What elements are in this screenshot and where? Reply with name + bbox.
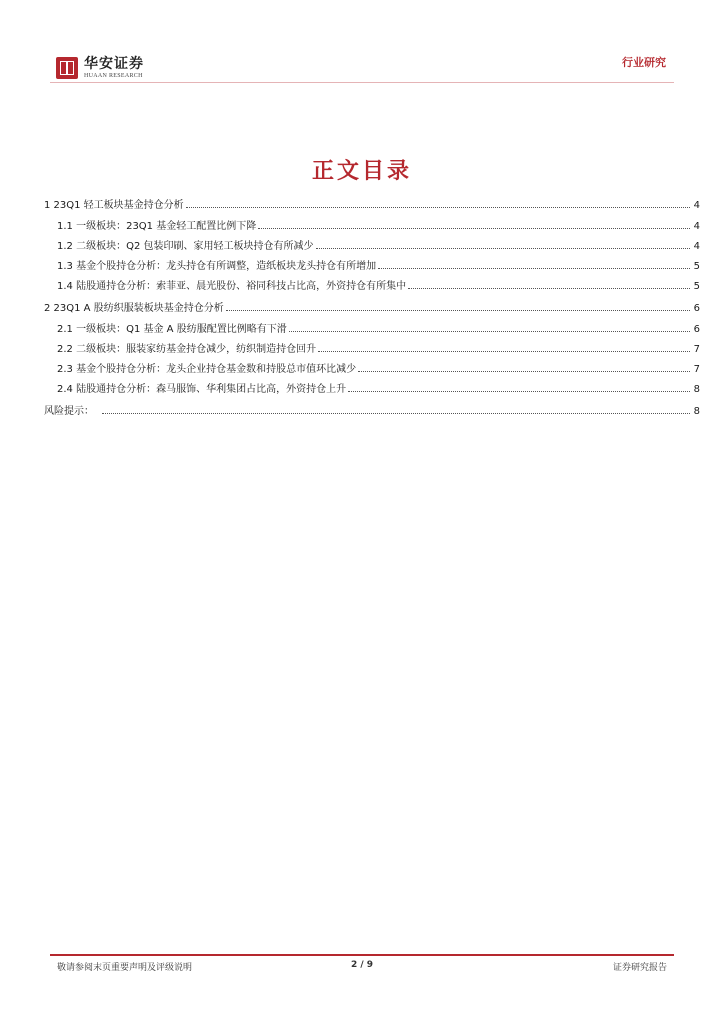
toc-leader [258, 220, 690, 229]
toc-page-number: 6 [693, 324, 700, 335]
toc-entry-text: 1.3 基金个股持仓分析：龙头持仓有所调整，造纸板块龙头持仓有所增加 [57, 261, 377, 272]
toc-entry-1-3[interactable] [44, 260, 700, 274]
toc-entry-section-1[interactable] [44, 199, 700, 213]
logo-name-cn: 华安证券 [84, 56, 144, 72]
toc-entry-text: 1.2 二级板块：Q2 包装印刷、家用轻工板块持仓有所减少 [57, 241, 314, 252]
toc-entry-1-4[interactable] [44, 280, 700, 294]
toc-entry-text: 1.4 陆股通持仓分析：索菲亚、晨光股份、裕同科技占比高，外资持仓有所集中 [57, 281, 407, 292]
toc-page-number: 4 [693, 241, 700, 252]
toc-leader [186, 199, 690, 208]
toc-leader [348, 383, 690, 392]
toc-leader [289, 323, 690, 332]
table-of-contents [44, 199, 700, 419]
page-number: 2 / 9 [350, 960, 374, 970]
toc-leader [378, 260, 690, 269]
toc-entry-1-1[interactable] [44, 220, 700, 234]
toc-leader [316, 240, 691, 249]
footer-disclaimer: 敬请参阅末页重要声明及评级说明 [57, 963, 193, 973]
toc-page-number: 5 [693, 261, 700, 272]
toc-leader [358, 363, 690, 372]
toc-entry-text: 2.2 二级板块：服装家纺基金持仓减少，纺织制造持仓回升 [57, 344, 317, 355]
toc-entry-section-2[interactable] [44, 302, 700, 316]
toc-leader [226, 302, 690, 311]
toc-page-number: 4 [693, 221, 700, 232]
toc-page-number: 8 [693, 384, 700, 395]
toc-leader [102, 405, 690, 414]
toc-entry-text: 2.1 一级板块：Q1 基金 A 股纺服配置比例略有下滑 [57, 324, 287, 335]
report-category: 行业研究 [622, 56, 666, 69]
toc-title: 正文目录 [311, 159, 412, 184]
toc-entry-text: 2 23Q1 A 股纺织服装板块基金持仓分析 [44, 303, 224, 314]
logo-seal-icon [56, 57, 78, 79]
toc-entry-2-3[interactable] [44, 363, 700, 377]
toc-leader [318, 343, 690, 352]
toc-page-number: 5 [693, 281, 700, 292]
toc-entry-1-2[interactable] [44, 240, 700, 254]
toc-entry-2-4[interactable] [44, 383, 700, 397]
toc-leader [408, 280, 690, 289]
toc-entry-2-2[interactable] [44, 343, 700, 357]
toc-entry-text: 2.3 基金个股持仓分析：龙头企业持仓基金数和持股总市值环比减少 [57, 364, 357, 375]
logo-name-en: HUAAN RESEARCH [84, 73, 143, 79]
footer-divider [50, 954, 674, 956]
toc-page-number: 6 [693, 303, 700, 314]
toc-page-number: 7 [693, 344, 700, 355]
toc-page-number: 8 [693, 406, 700, 417]
toc-entry-2-1[interactable] [44, 323, 700, 337]
toc-entry-risk-notice[interactable] [44, 405, 700, 419]
toc-entry-text: 1 23Q1 轻工板块基金持仓分析 [44, 200, 184, 211]
toc-page-number: 4 [693, 200, 700, 211]
header-divider [50, 82, 674, 83]
toc-entry-text: 1.1 一级板块：23Q1 基金轻工配置比例下降 [57, 221, 257, 232]
toc-page-number: 7 [693, 364, 700, 375]
footer-report-type: 证券研究报告 [612, 963, 667, 973]
toc-entry-text: 2.4 陆股通持仓分析：森马服饰、华利集团占比高，外资持仓上升 [57, 384, 347, 395]
company-logo [56, 57, 144, 79]
toc-entry-text: 风险提示： [44, 406, 94, 417]
